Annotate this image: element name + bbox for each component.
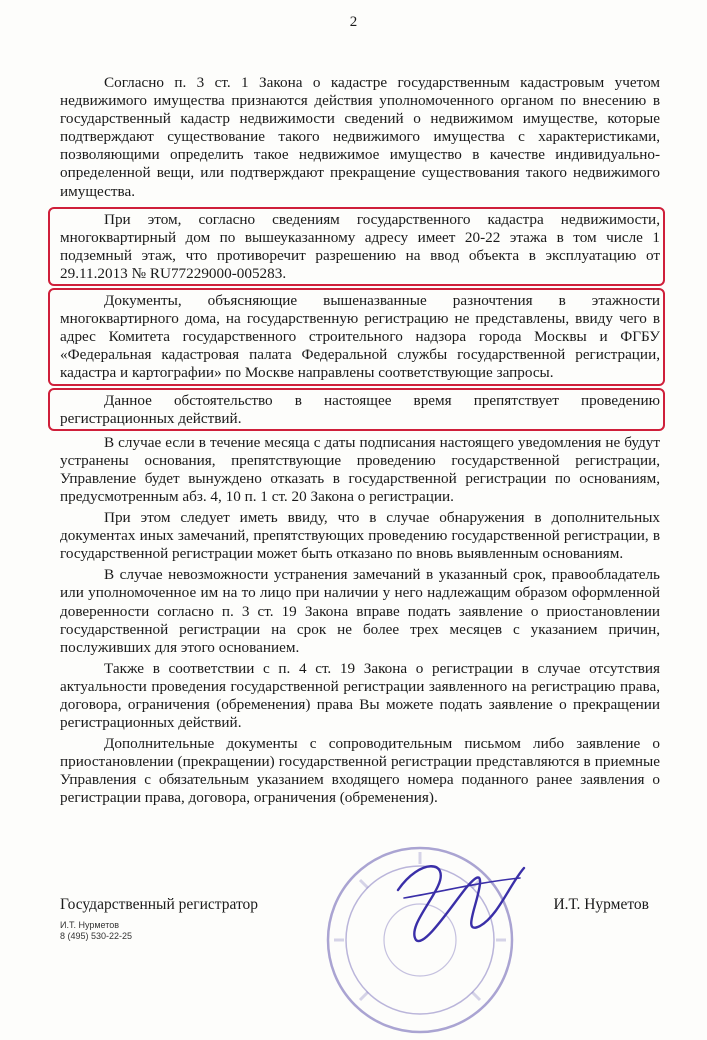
signatory-name: И.Т. Нурметов (553, 896, 649, 913)
page-number: 2 (349, 14, 358, 30)
handwritten-signature (380, 848, 530, 948)
paragraph-termination: Также в соответствии с п. 4 ст. 19 Закона о регистрации в случае отсутствия актуальности проведения государственной регистрации заявленного на регистрацию права, договора, ограничения (обременения) права Вы можете подать заявление о прекращении регистрационных действий. (60, 659, 660, 732)
paragraph-submission: Дополнительные документы с сопроводительным письмом либо заявление о приостановлении (прекращении) государственной регистрации представляются в приемные Управления с обязательным указанием входящего номера поданного ранее заявления о регистрации права, договора, ограничения (обременения). (60, 735, 660, 807)
highlighted-paragraph-documents: Документы, объясняющие вышеназванные разночтения в этажности многоквартирного дома, на государственную регистрацию не представлены, ввиду чего в адрес Комитета государственного строительного надзора города Москвы и ФГБУ «Федеральная кадастровая палата Федеральной службы государственной регистрации, кадастра и картографии» по Москве направлены соответствующие запросы. (60, 292, 660, 382)
paragraph-refusal-warning: В случае если в течение месяца с даты подписания настоящего уведомления не будут устранены основания, препятствующие проведению государственной регистрации, Управление будет вынуждено отказать в государственной регистрации по основаниям, предусмотренным абз. 4, 10 п. 1 ст. 20 Закона о регистрации. (60, 433, 660, 505)
paragraph-additional-remarks: При этом следует иметь ввиду, что в случае обнаружения в дополнительных документах иных замечаний, препятствующих проведению государственной регистрации, в государственной регистрации может быть отказано по вновь выявленным основаниям. (60, 509, 660, 563)
document-body (60, 74, 660, 811)
paragraph-cadastre-definition: Согласно п. 3 ст. 1 Закона о кадастре государственным кадастровым учетом недвижимого имущества признаются действия уполномоченного органом по внесению в государственный кадастр недвижимости сведений о недвижимом имуществе, которые подтверждают существование такого недвижимого имущества с характеристиками, позволяющими определить такое недвижимое имущество в качестве индивидуально-определенной вещи, или подтверждают прекращение существования такого недвижимого имущества. (60, 74, 660, 200)
paragraph-suspension: В случае невозможности устранения замечаний в указанный срок, правообладатель или уполномоченное им на то лицо при наличии у него надлежащим образом оформленной доверенности согласно п. 3 ст. 19 Закона вправе подать заявление о приостановлении государственной регистрации на срок не более трех месяцев с указанием причин, послуживших для этого основанием. (60, 566, 660, 656)
executor-phone: 8 (495) 530-22-25 (60, 931, 133, 941)
signatory-position: Государственный регистратор (60, 896, 259, 913)
highlighted-paragraph-obstacle: Данное обстоятельство в настоящее время препятствует проведению регистрационных действий. (60, 391, 660, 427)
highlighted-paragraph-floors: При этом, согласно сведениям государственного кадастра недвижимости, многоквартирный дом по вышеуказанному адресу имеет 20-22 этажа в том числе 1 подземный этаж, что противоречит разрешению на ввод объекта в эксплуатацию от 29.11.2013 № RU77229000-005283. (60, 210, 660, 282)
official-stamp (320, 840, 520, 1040)
executor-name: И.Т. Нурметов (60, 920, 120, 930)
